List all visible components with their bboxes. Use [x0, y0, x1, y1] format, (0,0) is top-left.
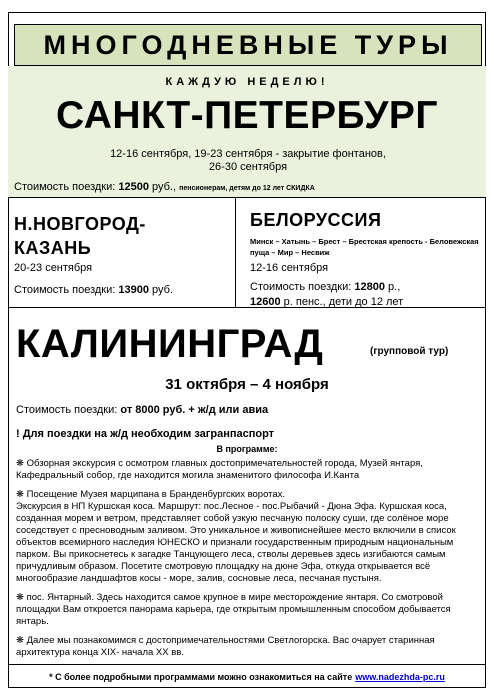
footer [8, 664, 486, 688]
kaliningrad-price-value: от 8000 руб. [120, 404, 186, 416]
novgorod-price [14, 284, 173, 296]
belarus-price2-note: р. пенс., дети до 12 лет [283, 296, 404, 308]
weekly-tagline: КАЖДУЮ НЕДЕЛЮ! [165, 76, 329, 88]
kaliningrad-price [16, 404, 268, 416]
program-item [16, 458, 480, 482]
spb-title: САНКТ-ПЕТЕРБУРГ [56, 94, 438, 137]
program-item-text: Обзорная экскурсия с осмотром главных достопримечательностей города, Музей янтаря, Кафедральный собор, где находится могила знаменитого философа И.Канта [16, 458, 423, 481]
kaliningrad-group-label: (групповой тур) [370, 346, 449, 357]
asterisk-bullet-icon: ❋ [16, 592, 24, 603]
spb-price-currency: руб., [152, 181, 177, 193]
spb-price-note: пенсионерам, детям до 12 лет СКИДКА [179, 185, 315, 192]
program-item-text: Посещение Музея марципана в Бранденбургских воротах. [26, 489, 286, 500]
spb-dates [78, 148, 418, 174]
spb-price [14, 181, 315, 193]
program-item-text-cont: Экскурсия в НП Куршская коса. Маршрут: пос.Лесное - пос.Рыбачий - Дюна Эфа. Куршская коса, созданная морем и ветром, представляет собой узкую песчаную полоску суши, где солёное море соседствует с пресноводным заливом. Это уникальное и живописнейшее место включили в список объектов всемирного наследия ЮНЕСКО и признали государственным природным национальным парком. Вы прикоснетесь к загадке Танцующего леса, стволы деревьев здесь изгибаются самым причудливым образом. Посетите смотровую площадку на дюне Эфа, откуда открывается всё многообразие ландшафтов косы - море, залив, сосновые леса, песчаная пустыня. [16, 501, 456, 584]
belarus-price [250, 281, 400, 293]
spb-dates-line1: 12-16 сентября, 19-23 сентября - закрытие фонтанов, [110, 148, 386, 160]
kaliningrad-price-label: Стоимость поездки: [16, 404, 118, 416]
website-link[interactable]: www.nadezhda-pc.ru [355, 671, 445, 682]
program-item-text: пос. Янтарный. Здесь находится самое крупное в мире месторождение янтаря. Со смотровой площадки Вам откроется панорама карьера, где открытым промышленным способом добывается янтарь. [16, 592, 451, 627]
kaliningrad-price-extra: + ж/д или авиа [188, 404, 269, 416]
kaliningrad-program-title: В программе: [216, 444, 278, 454]
spb-price-value: 12500 [118, 181, 149, 193]
page-title: МНОГОДНЕВНЫЕ ТУРЫ [43, 29, 453, 60]
novgorod-title-line2: КАЗАНЬ [14, 238, 92, 258]
novgorod-title-line1: Н.НОВГОРОД- [14, 214, 146, 234]
novgorod-section [8, 198, 236, 308]
novgorod-price-value: 13900 [118, 284, 149, 296]
spb-dates-line2: 26-30 сентября [208, 161, 288, 173]
belarus-title: БЕЛОРУССИЯ [250, 210, 382, 230]
novgorod-title [14, 212, 146, 260]
belarus-price-discount [250, 296, 403, 308]
program-item [16, 635, 480, 659]
program-item [16, 592, 480, 628]
belarus-dates: 12-16 сентября [250, 262, 329, 274]
belarus-price-currency: р., [388, 281, 401, 293]
kaliningrad-dates: 31 октября – 4 ноября [165, 376, 329, 393]
asterisk-bullet-icon: ❋ [16, 458, 24, 469]
kaliningrad-section [8, 308, 486, 664]
belarus-route: Минск – Хатынь – Брест – Брестская крепость - Беловежская пуща – Мир – Несвиж [250, 237, 479, 257]
asterisk-bullet-icon: ❋ [16, 635, 24, 646]
program-list [16, 458, 480, 666]
belarus-price-label: Стоимость поездки: [250, 281, 352, 293]
program-item [16, 489, 480, 585]
belarus-price-value: 12800 [354, 281, 385, 293]
spb-price-label: Стоимость поездки: [14, 181, 116, 193]
novgorod-price-currency: руб. [152, 284, 174, 296]
program-item-text: Далее мы познакомимся с достопримечательностями Светлогорска. Вас очарует старинная архитектура конца XIX- начала XX вв. [16, 635, 435, 658]
kaliningrad-passport-note: ! Для поездки на ж/д необходим загранпаспорт [16, 428, 275, 440]
belarus-section [236, 198, 486, 308]
novgorod-dates: 20-23 сентября [14, 262, 93, 274]
asterisk-bullet-icon: ❋ [16, 489, 24, 500]
novgorod-price-label: Стоимость поездки: [14, 284, 116, 296]
footer-text: * С более подробными программами можно ознакомиться на сайте [49, 671, 353, 682]
title-band [14, 24, 482, 66]
spb-section [8, 66, 486, 198]
belarus-price2-value: 12600 [250, 296, 281, 308]
kaliningrad-title: КАЛИНИНГРАД [16, 322, 324, 366]
